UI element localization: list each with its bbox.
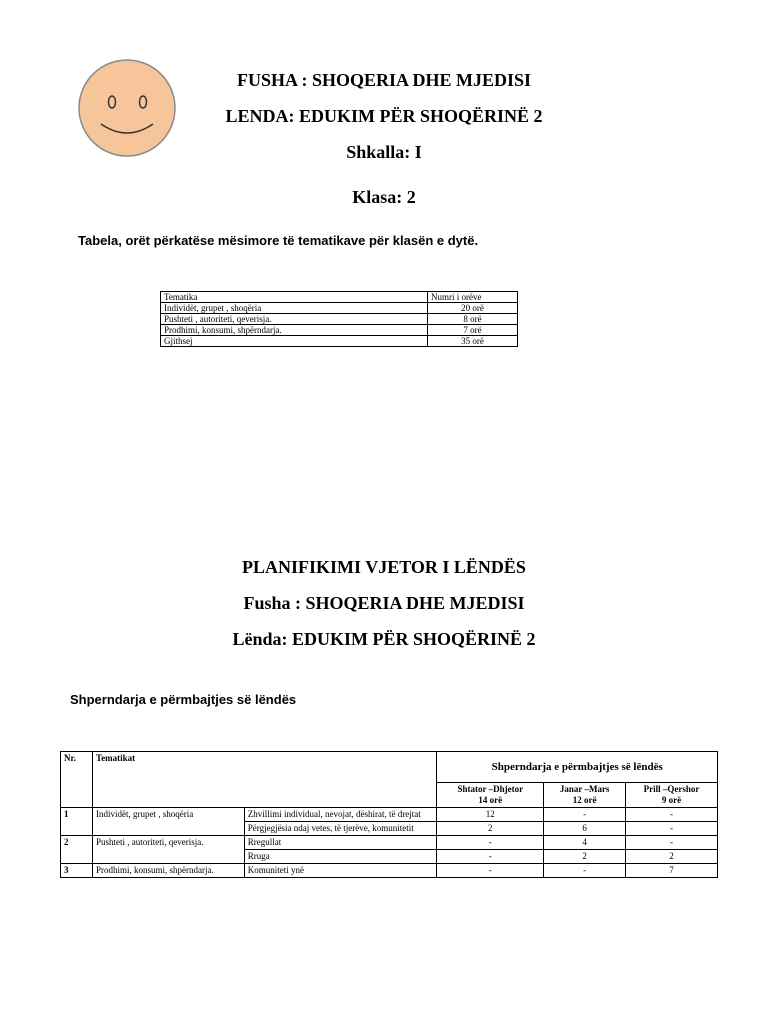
hours-cell: 35 orë <box>428 336 518 347</box>
header-cell: Numri i orëve <box>428 292 518 303</box>
value-cell: 12 <box>437 808 544 822</box>
period-header: Shtator –Dhjetor 14 orë <box>437 783 544 808</box>
row-number: 3 <box>61 864 93 878</box>
value-cell: - <box>544 808 626 822</box>
row-number: 1 <box>61 808 93 836</box>
topic-cell: Gjithsej <box>161 336 428 347</box>
subtopic-cell: Rregullat <box>244 836 437 850</box>
level-title: Shkalla: I <box>346 142 422 162</box>
distribution-header: Shperndarja e përmbajtjes së lëndës <box>437 752 718 783</box>
nr-header: Nr. <box>61 752 93 808</box>
subtopic-cell: Përgjegjësia ndaj vetes, të tjerëve, komunitetit <box>244 822 437 836</box>
table-row <box>61 836 718 850</box>
value-cell: 6 <box>544 822 626 836</box>
value-cell: 4 <box>544 836 626 850</box>
value-cell: 2 <box>437 822 544 836</box>
value-cell: 2 <box>626 850 718 864</box>
period-header: Janar –Mars 12 orë <box>544 783 626 808</box>
table-header-row <box>61 752 718 783</box>
topic-cell: Pushteti , autoriteti, qeverisja. <box>92 836 244 864</box>
topic-cell: Individët, grupet , shoqëria <box>92 808 244 836</box>
table-row <box>161 314 518 325</box>
class-title: Klasa: 2 <box>352 187 416 207</box>
topic-cell: Pushteti , autoriteti, qeverisja. <box>161 314 428 325</box>
subtopic-cell: Zhvillimi individual, nevojat, dëshirat, të drejtat <box>244 808 437 822</box>
table-header-row <box>161 292 518 303</box>
hours-table <box>160 291 518 347</box>
plan-subheading: Shperndarja e përmbajtjes së lëndës <box>70 692 297 707</box>
plan-field: Fusha : SHOQERIA DHE MJEDISI <box>243 593 525 613</box>
period-header: Prill –Qershor 9 orë <box>626 783 718 808</box>
hours-cell: 20 orë <box>428 303 518 314</box>
value-cell: - <box>437 864 544 878</box>
plan-subject: Lënda: EDUKIM PËR SHOQËRINË 2 <box>232 629 536 649</box>
value-cell: 7 <box>626 864 718 878</box>
table-row <box>61 864 718 878</box>
topic-cell: Prodhimi, konsumi, shpërndarja. <box>161 325 428 336</box>
field-title: FUSHA : SHOQERIA DHE MJEDISI <box>236 70 532 90</box>
value-cell: 2 <box>544 850 626 864</box>
value-cell: - <box>626 822 718 836</box>
table-row <box>161 303 518 314</box>
topic-cell: Prodhimi, konsumi, shpërndarja. <box>92 864 244 878</box>
hours-cell: 7 orë <box>428 325 518 336</box>
table-row <box>161 325 518 336</box>
hours-cell: 8 orë <box>428 314 518 325</box>
value-cell: - <box>626 836 718 850</box>
subtopic-cell: Rruga <box>244 850 437 864</box>
value-cell: - <box>437 850 544 864</box>
value-cell: - <box>626 808 718 822</box>
row-number: 2 <box>61 836 93 864</box>
table-row <box>61 808 718 822</box>
subject-title: LENDA: EDUKIM PËR SHOQËRINË 2 <box>225 106 543 126</box>
value-cell: - <box>437 836 544 850</box>
value-cell: - <box>544 864 626 878</box>
header-cell: Tematika <box>161 292 428 303</box>
subtopic-cell: Komuniteti ynë <box>244 864 437 878</box>
table-caption: Tabela, orët përkatëse mësimore të tematikave për klasën e dytë. <box>78 233 479 248</box>
table-row <box>161 336 518 347</box>
plan-table <box>60 751 718 878</box>
topic-cell: Individët, grupet , shoqëria <box>161 303 428 314</box>
topics-header: Tematikat <box>92 752 436 808</box>
plan-title: PLANIFIKIMI VJETOR I LËNDËS <box>242 557 526 577</box>
